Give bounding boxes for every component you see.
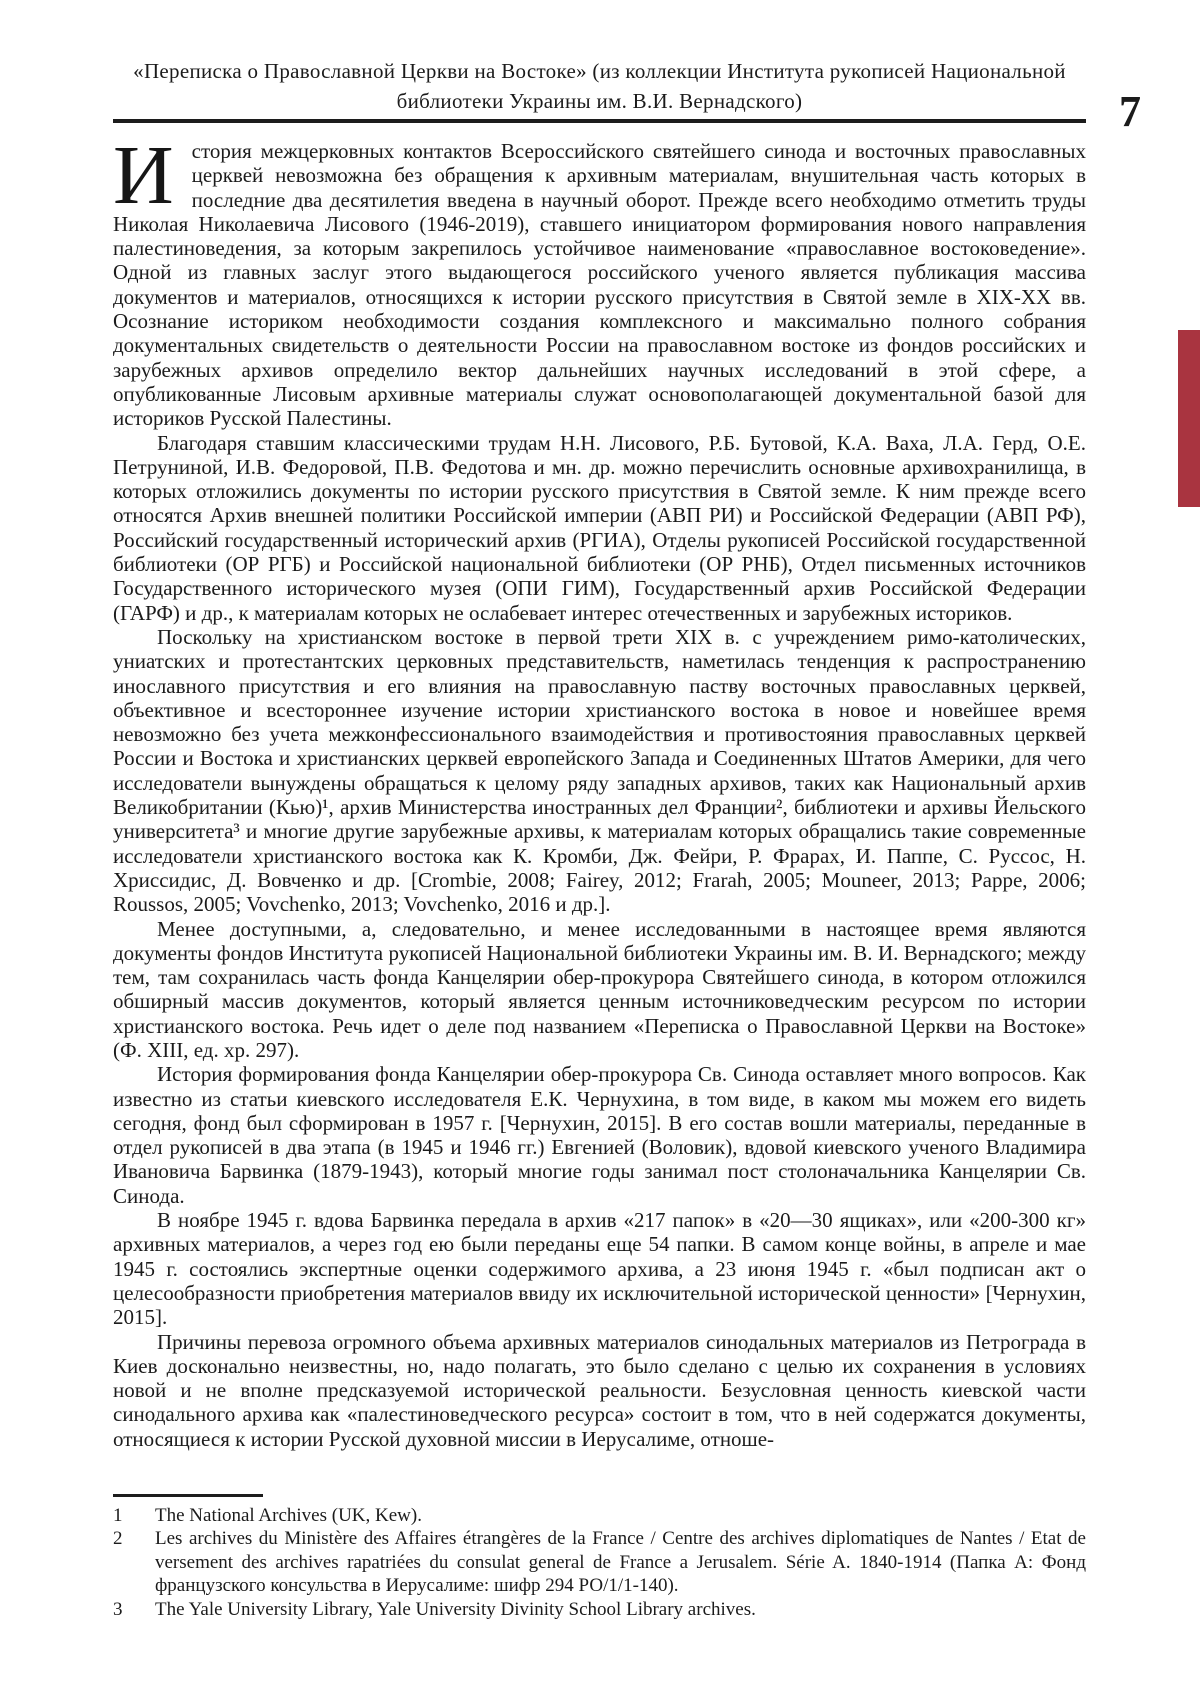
paragraph-3: Поскольку на христианском востоке в первой трети XIX в. с учреждением римо-католических, униатских и протестантских церковных представительств, наметилась тенденция к распространению инославного присутствия и его влияния на православную паству восточных православных церквей, объективное и всестороннее изучение истории христианского востока в новое и новейшее время невозможно без учета межконфессионального взаимодействия и противостояния православных церквей России и Востока и христианских церквей европейского Запада и Соединенных Штатов Америки, для чего исследователи вынуждены обращаться к целому ряду западных архивов, таких как Национальный архив Великобритании (Кью)¹, архив Министерства иностранных дел Франции², библиотеки и архивы Йельского университета³ и многие другие зарубежные архивы, к материалам которых обращались такие современные исследователи христианского востока как К. Кромби, Дж. Фейри, Р. Фрарах, И. Паппе, С. Руссос, Н. Хриссидис, Д. Вовченко и др. [Crombie, 2008; Fairey, 2012; Frarah, 2005; Mouneer, 2013; Pappe, 2006; Roussos, 2005; Vovchenko, 2013; Vovchenko, 2016 и др.]. <box>113 624 1086 917</box>
running-header <box>113 56 1086 116</box>
footnote-1-number: 1 <box>113 1505 123 1526</box>
footnote-2-text: Les archives du Ministère des Affaires étrangères de la France / Centre des archives diplomatiques de Nantes / Etat de versement des archives rapatriées du consulat general de France a Jerusalem. Série A. 1840-1914 (Папка А: Фонд французского консульства в Иерусалиме: шифр 294 РО/1/1-140). <box>155 1528 1086 1597</box>
red-accent-bar <box>1178 330 1200 507</box>
footnote-1 <box>113 1504 1086 1527</box>
paragraph-6: В ноябре 1945 г. вдова Барвинка передала в архив «217 папок» в «20—30 ящиках», или «200-300 кг» архивных материалов, а через год ею были переданы еще 54 папки. В самом конце войны, в апреле и мае 1945 г. состоялись экспертные оценки содержимого архива, а 23 июня 1945 г. «был подписан акт о целесообразности приобретения материалов ввиду их исключительной исторической ценности» [Чернухин, 2015]. <box>113 1208 1086 1330</box>
running-header-line-1: «Переписка о Православной Церкви на Востоке» (из коллекции Института рукописей Национальной <box>133 59 1066 83</box>
footnote-3 <box>113 1598 1086 1621</box>
footnote-3-number: 3 <box>113 1598 123 1620</box>
footnote-2 <box>113 1527 1086 1597</box>
paragraph-1 <box>113 129 1086 431</box>
paragraph-1-text: стория межцерковных контактов Всероссийского святейшего синода и восточных православных церквей невозможна без обращения к архивным материалам, внушительная часть которых в последние два десятилетия введена в научный оборот. Прежде всего необходимо отметить труды Николая Николаевича Лисового (1946-2019), ставшего инициатором формирования нового направления палестиноведения, за которым закрепилось устойчивое наименование «православное востоковедение». Одной из главных заслуг этого выдающегося российского ученого является публикация массива документов и материалов, относящихся к истории русского присутствия в Святой земле в XIX-XX вв. Осознание историком необходимости создания комплексного и максимально полного собрания документальных свидетельств о деятельности России на православном востоке из фондов российских и зарубежных архивов определило вектор дальнейших научных исследований в этой сфере, а опубликованные Лисовым архивные материалы служат основополагающей документальной базой для историков Русской Палестины. <box>113 139 1086 431</box>
footnote-3-text: The Yale University Library, Yale University Divinity School Library archives. <box>155 1598 756 1620</box>
paragraph-5: История формирования фонда Канцелярии обер-прокурора Св. Синода оставляет много вопросов. Как известно из статьи киевского исследователя Е.К. Чернухина, в том виде, в каком мы можем его видеть сегодня, фонд был сформирован в 1957 г. [Чернухин, 2015]. В его состав вошли материалы, переданные в отдел рукописей в два этапа (в 1945 и 1946 гг.) Евгенией (Воловик), вдовой киевского ученого Владимира Ивановича Барвинка (1879-1943), который многие годы занимал пост столоначальника Канцелярии Св. Синода. <box>113 1062 1086 1208</box>
article-body <box>113 129 1086 1451</box>
footnote-1-text: The National Archives (UK, Kew). <box>155 1505 422 1526</box>
running-header-line-2: библиотеки Украины им. В.И. Вернадского) <box>396 89 803 113</box>
footnote-rule <box>113 1494 263 1497</box>
header-rule <box>113 119 1086 123</box>
paragraph-7: Причины перевоза огромного объема архивных материалов синодальных материалов из Петрограда в Киев досконально неизвестны, но, надо полагать, это было сделано с целью их сохранения в условиях новой и не вполне предсказуемой исторической реальности. Безусловная ценность киевской части синодального архива как «палестиноведческого ресурса» состоит в том, что в ней содержатся документы, относящиеся к истории Русской духовной миссии в Иерусалиме, отноше- <box>113 1329 1086 1451</box>
drop-cap: И <box>113 129 174 222</box>
page-number: 7 <box>1119 87 1141 136</box>
paragraph-2: Благодаря ставшим классическими трудам Н.Н. Лисового, Р.Б. Бутовой, К.А. Ваха, Л.А. Герд, О.Е. Петруниной, И.В. Федоровой, П.В. Федотова и мн. др. можно перечислить основные архивохранилища, в которых отложились документы по истории русского присутствия в Святой земле. К ним прежде всего относятся Архив внешней политики Российской империи (АВП РИ) и Российской Федерации (АВП РФ), Российский государственный исторический архив (РГИА), Отделы рукописей Российской государственной библиотеки (ОР РГБ) и Российской национальной библиотеки (ОР РНБ), Отдел письменных источников Государственного исторического музея (ОПИ ГИМ), Государственный архив Российской Федерации (ГАРФ) и др., к материалам которых не ослабевает интерес отечественных и зарубежных историков. <box>113 430 1086 625</box>
footnote-2-number: 2 <box>113 1528 123 1550</box>
paragraph-4: Менее доступными, а, следовательно, и менее исследованными в настоящее время являются документы фондов Института рукописей Национальной библиотеки Украины им. В. И. Вернадского; между тем, там сохранилась часть фонда Канцелярии обер-прокурора Святейшего синода, в котором отложился обширный массив документов, который является ценным источниковедческим ресурсом по истории христианского востока. Речь идет о деле под названием «Переписка о Православной Церкви на Востоке» (Ф. XIII, ед. хр. 297). <box>113 916 1086 1062</box>
footnotes-section <box>113 1494 1086 1621</box>
